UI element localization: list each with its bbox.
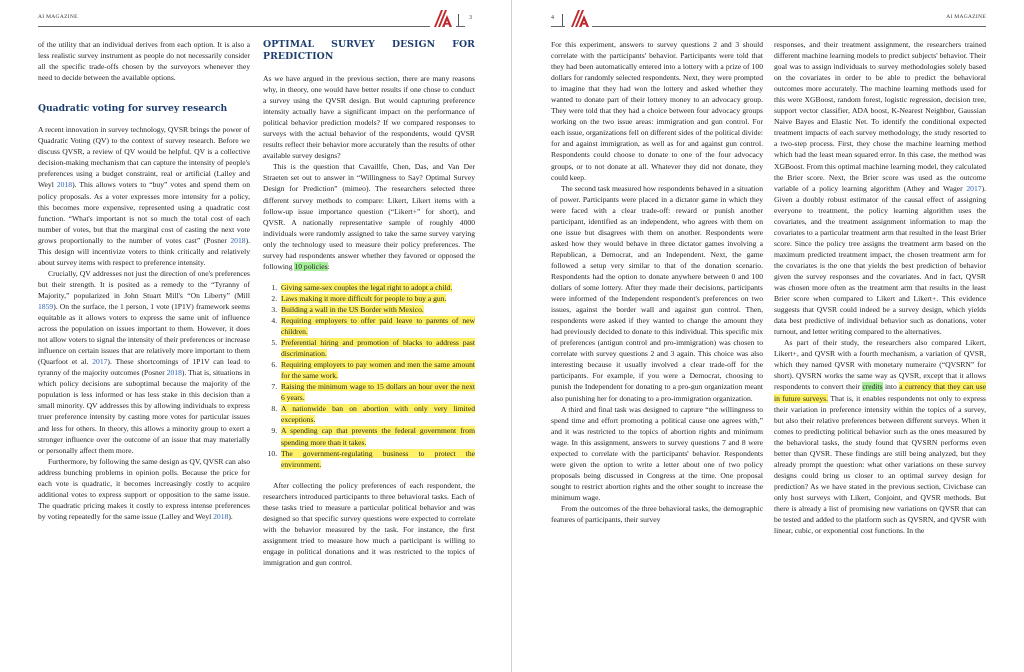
paragraph: A recent innovation in survey technology, QVSR brings the power of Quadratic Voting (QV) to the context of survey research. Before we discuss QVSR, a review of QV would be helpful. QV is a collective decision-making mechanism that can capture the intensity of people's preferences using a budget constraint, real or artificial (Lalley and Weyl 2018). This allows voters to “buy” votes and spend them on policy proposals. As a voter expresses more intensity for a policy, this becomes more expensive, represented using a quadratic cost function. “What's important is not so much the total cost of each number of votes, but that the marginal cost of casting the next vote grows proportionally to the number of votes cast” (Posner 2018). This design will incentivize voters to think critically and relatively about survey items with respect to preference intensity. <box>38 125 251 267</box>
policy-item <box>279 448 475 470</box>
citation-link[interactable]: 2018 <box>213 511 229 521</box>
running-header: AI MAGAZINE <box>38 14 78 20</box>
page-number: 4 <box>551 15 554 21</box>
right-column-2 <box>774 39 986 536</box>
paragraph: of the utility that an individual derives from each option. It is also a less realistic survey instrument as people do not necessarily consider all the specific trade-offs chosen by the surveyors whenever they need to decide between the available options. <box>38 40 250 83</box>
highlight-yellow[interactable]: The government-regulating business to protect the environment. <box>281 448 475 469</box>
page-number-divider <box>562 14 563 26</box>
paragraph: Furthermore, by following the same design as QV, QVSR can also address bunching problems in opinion polls. Because the price for each vote is quadratic, it becomes increasingly costly to acquire additional votes to express support or opposition to the same issue. The quadratic pricing makes it costly to express intense preferences by voting repeatedly for the same issue (Lalley and Weyl 2018). <box>38 456 250 521</box>
paragraph: responses, and their treatment assignment, the researchers trained different machine learning models to predict subjects' behavior. Their goal was to assign individuals to survey methodologies solely based on the covariates in order to be able to predict the behavioral outcomes more accurately. The machine learning methods used for this were XGBoost, random forest, logistic regression, decision tree, support vector classifier, ADA boost, K-Nearest Neighbor, Gaussian Naive Bayes and Elastic Net. To identify the conditional expected treatment impacts of each survey methodology, the study resorted to a two-step process. First, they chose the machine learning method which had the least mean squared error. In this case, the method was XGBoost. From this optimal machine learning model, they calculated the Brier score. Next, the Brier score was used as the outcome variable of a policy learning algorithm (Athey and Wager 2017). Given a doubly robust estimator of the causal effect of assigning everyone to treatment, the policy learning algorithm uses the covariates, and the treatment assignment information to map the covariates to a particular treatment arm that resulted in the least Brier score. Since the policy tree assigns the treatment arm based on the maximum predicted treatment impact, the chosen treatment arm for the covariates is the one that yields the best prediction of behavior given the survey responses and the covariates. And in fact, QVSR was chosen more often as the treatment arm that results in the least Brier score when compared to Likert and Likert+. This evidence suggests that QVSR could indeed be a survey design, which yields data best predictive of individual behavior such as donations, voter turnout, and letter writing compared to the alternatives. <box>774 40 986 337</box>
right-page <box>512 0 1023 672</box>
highlight-yellow[interactable]: Requiring employers to offer paid leave to parents of new children. <box>281 315 475 337</box>
policy-item <box>279 315 475 337</box>
paragraph: The second task measured how respondents behaved in a situation of power. Participants were placed in a dictator game in which they were faced with a clear trade-off: reward or punish another participant, identified as an independent, who agrees with them on one issue but disagrees with them on another. Respondents were asked how they would behave in three dictator games involving a Republican, a Democrat, and an Independent. Next, the game followed a setup very similar to that of the donation scenario. Respondents had the option to donate anywhere between 0 and 100 dollars of some lottery. After they made their decisions, participants were informed of the Independent respondent's preferences on two issues, against the border wall and against gun control. Then, respondents were asked if they wanted to change the amount they had previously decided to donate to this individual. This specific mix of preferences (antigun control and pro-immigration) was chosen to correlate with survey questions 2 and 3 again. This choice was also interesting because it usually involved a clear trade-off for the participants. For example, if you were a Democrat, choosing to punish the Independent for donating to a pro-gun organization meant also punishing her for donating to a pro-immigration organization. <box>551 183 763 403</box>
highlight-yellow[interactable]: Raising the minimum wage to 15 dollars an hour over the next 6 years. <box>281 382 475 403</box>
aaai-logo-icon <box>569 8 591 28</box>
highlight-yellow[interactable]: a currency that they can use in future surveys. <box>774 382 986 403</box>
citation-link[interactable]: 2017 <box>966 183 982 193</box>
highlight-yellow[interactable]: Giving same-sex couples the legal right to adopt a child. <box>281 282 453 292</box>
highlight-yellow[interactable]: A spending cap that prevents the federal government from spending more than it takes. <box>281 426 475 447</box>
citation-link[interactable]: 2018 <box>56 180 73 190</box>
highlight-yellow[interactable]: A nationwide ban on abortion with only very limited exceptions. <box>281 404 475 425</box>
paragraph: From the outcomes of the three behavioral tasks, the demographic features of participants, their survey <box>551 503 763 525</box>
section-heading-optimal-survey-design: OPTIMAL SURVEY DESIGN FOR PREDICTION <box>263 39 475 62</box>
citation-link[interactable]: 2018 <box>230 235 246 245</box>
left-column-1 <box>38 39 250 522</box>
policy-list <box>263 282 475 470</box>
policy-item <box>279 337 475 359</box>
policy-item <box>279 381 475 403</box>
paragraph: This is the question that Cavaillfe, Chen, Das, and Van Der Straeten set out to answer in “Willingness to Say? Optimal Survey Design for Prediction” (mimeo). The researchers selected three different survey methods to compare: Likert, Likert items with a follow-up issue importance question (“Likert+” for short), and QVSR. A nationally representative sample of roughly 4000 individuals were randomly assigned to take the same survey varying only the technology used to measure their policy preferences. The survey had respondents answer whether they favored or opposed the following 10 policies: <box>263 162 475 271</box>
highlight-yellow[interactable]: Building a wall in the US Border with Mexico. <box>281 304 424 314</box>
left-column-2 <box>263 39 475 568</box>
paragraph: For this experiment, answers to survey questions 2 and 3 should correlate with the participants' behavior. Participants were told that they had been automatically entered into a lottery with a prize of 100 dollars for randomly selected respondents. Next, they were prompted to imagine that they had won the lottery and asked whether they wanted to donate part of their lottery money to an advocacy group. They were told that they had a choice between four advocacy groups working on the two issue areas: immigration and gun control. For each issue, organizations fell on different sides of the political divide: for and against immigration, as well as for and against gun control. Respondents could choose to donate to one of the four advocacy groups, or to not donate at all. Whatever they did not donate, they could keep. <box>551 40 763 182</box>
highlight-yellow[interactable]: Laws making it more difficult for people to buy a gun. <box>281 293 447 303</box>
header-rule <box>38 26 430 27</box>
policy-item <box>279 293 475 304</box>
policy-item <box>279 359 475 381</box>
policy-item <box>279 282 475 293</box>
paragraph: Crucially, QV addresses not just the direction of one's preferences but their strength. It is posited as a remedy to the “Tyranny of Majority,” popularized in John Stuart Mill's “On Liberty” (Mill 1859). On the surface, the 1 person, 1 vote (1P1V) framework seems equitable as it allows voters to express the same unit of influence across the population on issues important to them. However, it does not allow voters to signal the intensity of their preferences or increase influence on certain issues that are relatively more important to them (Quarfoot et al. 2017). These shortcomings of 1P1V can lead to tyranny of the majority outcomes (Posner 2018). That is, situations in which policy decisions are suboptimal because the majority of the population is less informed or has less stake in this decision than a small minority. QV addresses this by allowing individuals to express truer preference intensity by casting more votes for particular issues and less for others. In theory, this allows a minority group to exert a stronger influence over the outcome of an issue that may materially or personally affect them more. <box>38 268 250 455</box>
page-number: 3 <box>469 15 472 21</box>
page-number-divider <box>458 14 459 26</box>
header-rule-short <box>551 26 565 27</box>
right-column-1 <box>551 39 763 525</box>
left-page <box>0 0 511 672</box>
policy-item <box>279 425 475 447</box>
aaai-logo-icon <box>432 8 454 28</box>
highlight-yellow[interactable]: Requiring employers to pay women and men the same amount for the same work. <box>281 360 475 381</box>
policy-item <box>279 403 475 425</box>
running-header: AI MAGAZINE <box>946 14 986 20</box>
paragraph: A third and final task was designed to capture “the willingness to spend time and effort promoting a political cause one agrees with,” and it was restricted to the topics of abortion rights and minimum wage. In this assignment, answers to survey questions 7 and 8 were expected to correlate with the participants' behavior. Respondents were given the option to write a letter about one of two policy proposals being discussed in Congress at the time. One proposal sought to restrict abortion rights and the other sought to increase the minimum wage. <box>551 404 763 502</box>
paragraph: As we have argued in the previous section, there are many reasons why, in theory, one would have better results if one chose to conduct a survey using the QVSR design. But would capturing preference intensity actually have a significant impact on the performance of political behavior prediction models? If we compared responses to surveys with the actual behavior of the respondents, would QVSR results reflect their behavior more accurately than the results of other available survey designs? <box>263 74 475 161</box>
citation-link[interactable]: 2017 <box>92 357 108 367</box>
paragraph: As part of their study, the researchers also compared Likert, Likert+, and QVSR with a fourth mechanism, a variation of QVSR, which they named QVSR with monetary numeraire (“QVSRN” for short). QVSRN works the same way as QVSR, except that it allows respondents to convert their credits into a currency that they can use in future surveys. That is, it enables respondents not only to express their variation in preference intensity within the topics of a survey, but also their relative preferences between different surveys. When it comes to predicting political behavior such as the ones measured by the behavioral tasks, the study found that QVSRN performs even better than QVSR. These findings are still being analyzed, but they already prompt the question: what other variations on these survey designs could bring us closer to an optimal survey design for prediction? As we have stated in the previous section, Civicbase can only host surveys with Likert, Conjoint, and QVSR methods. But there is already a list of promising new variations on QVSR that can be tested and added to the platform such as QVSRN, and QVSR with linear, cubic, or exponential cost functions. In the <box>774 338 986 536</box>
section-heading-quadratic-voting: Quadratic voting for survey research <box>38 103 228 115</box>
header-rule <box>592 26 986 27</box>
highlight-green[interactable]: 10 policies <box>294 261 328 271</box>
highlight-yellow[interactable]: Preferential hiring and promotion of blacks to address past discrimination. <box>281 338 475 359</box>
citation-link[interactable]: 1859 <box>38 301 54 311</box>
paragraph: After collecting the policy preferences of each respondent, the researchers introduced participants to three behavioral tasks. Each of these tasks tried to measure a particular political behavior and was designed so that specific survey questions were expected to correlate with the behavior measured by the task. For instance, the first assignment tried to measure how much a participant is willing to engage in political donations and it was restricted to the topics of immigration and gun control. <box>263 480 475 567</box>
policy-item <box>279 304 475 315</box>
highlight-green[interactable]: credits <box>862 382 883 392</box>
header-rule-short <box>456 26 465 27</box>
citation-link[interactable]: 2018 <box>166 368 182 378</box>
